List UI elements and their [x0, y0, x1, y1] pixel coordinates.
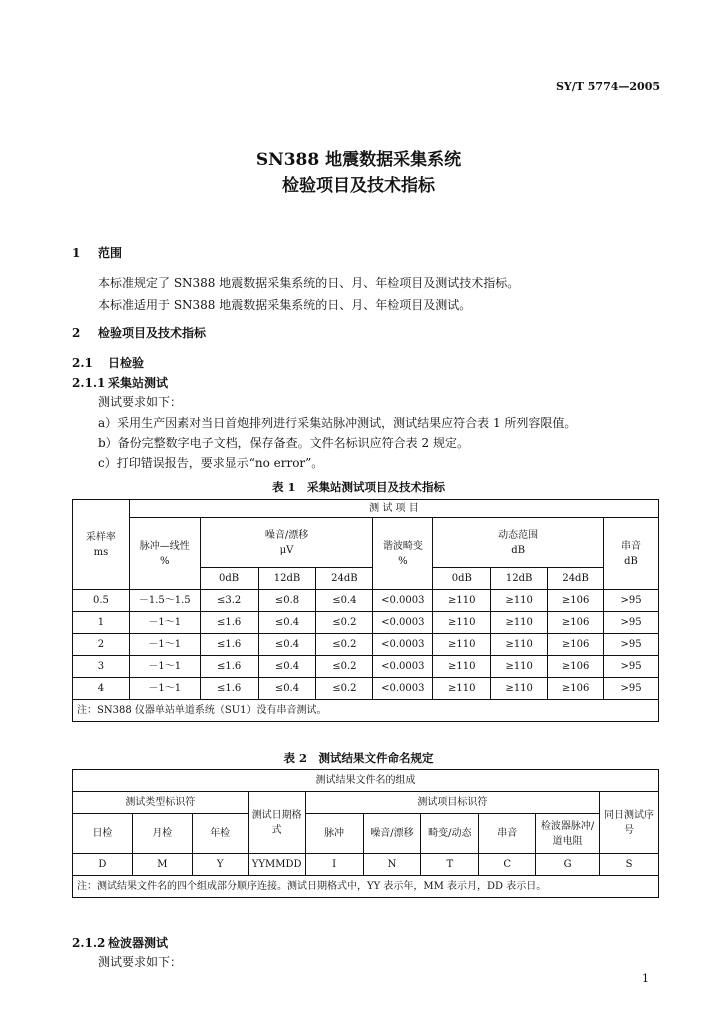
header-noise-unit: μV	[279, 544, 294, 556]
table-cell: ≥106	[548, 656, 604, 678]
value-cell: I	[305, 854, 363, 876]
table-cell: >95	[604, 656, 659, 678]
table-cell: >95	[604, 590, 659, 612]
header-type-id: 测试类型标识符	[73, 792, 249, 814]
table-cell: ≥110	[491, 634, 548, 656]
table-cell: ≥106	[548, 678, 604, 700]
value-cell: D	[73, 854, 133, 876]
table2-caption: 表 2 测试结果文件命名规定	[283, 751, 434, 765]
table-cell: －1～1	[129, 678, 200, 700]
header-item-id: 测试项目标识符	[305, 792, 599, 814]
header-distortion-dynamic: 畸变/动态	[421, 814, 479, 854]
range-sub-header: 12dB	[491, 568, 548, 590]
header-rate-label: 采样率	[85, 531, 116, 543]
value-cell: G	[536, 854, 600, 876]
table-cell: ≤0.4	[258, 656, 316, 678]
table-cell: >95	[604, 612, 659, 634]
header-crosstalk	[604, 518, 659, 590]
table-cell: ≤1.6	[200, 678, 258, 700]
noise-sub-header: 0dB	[200, 568, 258, 590]
table-cell: 4	[73, 678, 130, 700]
list-item-a: a）采用生产因素对当日首炮排列进行采集站脉冲测试，测试结果应符合表 1 所列容限值。	[98, 416, 577, 430]
table-cell: ≥110	[491, 590, 548, 612]
header-linearity	[129, 518, 200, 590]
paragraph: 本标准适用于 SN388 地震数据采集系统的日、月、年检项目及测试。	[98, 298, 472, 312]
section-title: 范围	[98, 246, 123, 260]
section-2-1-1-heading	[72, 374, 168, 391]
table-cell: 3	[73, 656, 130, 678]
header-range-label: 动态范围	[498, 529, 539, 541]
section-2-1-2-heading	[72, 934, 168, 951]
table-cell: ≤3.2	[200, 590, 258, 612]
table-cell: ≥110	[491, 612, 548, 634]
header-crosstalk-unit: dB	[624, 555, 638, 567]
header-pulse: 脉冲	[305, 814, 363, 854]
table-cell: ≥110	[433, 634, 491, 656]
header-rate-unit: ms	[93, 546, 109, 558]
header-monthly: 月检	[132, 814, 192, 854]
table-cell: ≤1.6	[200, 656, 258, 678]
noise-sub-header: 12dB	[258, 568, 316, 590]
header-crosstalk: 串音	[479, 814, 536, 854]
header-test-items: 测 试 项 目	[129, 500, 658, 518]
table-cell: ≥106	[548, 612, 604, 634]
table-cell: ≥110	[433, 678, 491, 700]
table-cell: －1～1	[129, 634, 200, 656]
table-row	[73, 678, 659, 700]
table-cell: ≤0.4	[258, 678, 316, 700]
section-number: 2.1.2	[72, 936, 106, 950]
table1-note: 注：SN388 仪器单站单道系统（SU1）没有串音测试。	[73, 700, 659, 722]
header-dynamic-range	[433, 518, 604, 568]
paragraph: 测试要求如下：	[98, 955, 183, 969]
standard-number: SY/T 5774—2005	[555, 80, 660, 93]
value-cell: YYMMDD	[248, 854, 305, 876]
table-cell: <0.0003	[373, 612, 433, 634]
range-sub-header: 24dB	[548, 568, 604, 590]
header-geophone-pulse: 检波器脉冲/道电阻	[536, 814, 600, 854]
table-cell: ≥106	[548, 590, 604, 612]
value-cell: T	[421, 854, 479, 876]
table-cell: ≤0.4	[316, 590, 373, 612]
section-1-heading	[72, 244, 122, 261]
table-cell: ≥110	[433, 590, 491, 612]
table-cell: >95	[604, 678, 659, 700]
table-cell: ≤0.2	[316, 634, 373, 656]
table-row	[73, 590, 659, 612]
table-cell: <0.0003	[373, 590, 433, 612]
table-cell: －1.5～1.5	[129, 590, 200, 612]
table-cell: ≥110	[433, 612, 491, 634]
value-cell: N	[363, 854, 421, 876]
header-distortion-label: 谐波畸变	[382, 540, 423, 552]
value-cell: S	[600, 854, 659, 876]
paragraph: 测试要求如下：	[98, 395, 183, 409]
table-cell: ≥110	[491, 656, 548, 678]
document-title-line1: SN388 地震数据采集系统	[255, 150, 462, 170]
table1	[72, 499, 659, 722]
table-cell: ≤1.6	[200, 634, 258, 656]
table-cell: <0.0003	[373, 678, 433, 700]
table-cell: >95	[604, 634, 659, 656]
section-number: 2.1	[72, 356, 93, 370]
header-yearly: 年检	[192, 814, 248, 854]
table2-note: 注：测试结果文件名的四个组成部分顺序连接。测试日期格式中，YY 表示年，MM 表示月，DD 表示日。	[73, 876, 659, 898]
section-number: 2	[72, 326, 81, 340]
table-cell: ≥110	[491, 678, 548, 700]
list-item-c: c）打印错误报告，要求显示“no error”。	[98, 456, 324, 470]
table-cell: －1～1	[129, 656, 200, 678]
table-cell: 2	[73, 634, 130, 656]
header-linearity-label: 脉冲—线性	[139, 540, 190, 552]
header-noise	[200, 518, 373, 568]
table2	[72, 769, 659, 898]
header-noise-label: 噪音/漂移	[264, 529, 309, 541]
table-cell: 1	[73, 612, 130, 634]
header-noise-drift: 噪音/漂移	[363, 814, 421, 854]
paragraph: 本标准规定了 SN388 地震数据采集系统的日、月、年检项目及测试技术指标。	[98, 276, 520, 290]
table-cell: <0.0003	[373, 634, 433, 656]
table-cell: ≤0.8	[258, 590, 316, 612]
section-title: 日检验	[108, 356, 145, 370]
section-number: 1	[72, 246, 81, 260]
header-same-day-seq: 同日测试序号	[600, 792, 659, 854]
list-item-b: b）备份完整数字电子文档，保存备查。文件名标识应符合表 2 规定。	[98, 436, 469, 450]
section-title: 检验项目及技术指标	[98, 326, 207, 340]
header-date-format: 测试日期格式	[248, 792, 305, 854]
table-cell: <0.0003	[373, 656, 433, 678]
section-title: 检波器测试	[108, 936, 169, 950]
page-number: 1	[642, 972, 649, 985]
section-number: 2.1.1	[72, 376, 106, 390]
value-cell: M	[132, 854, 192, 876]
header-linearity-unit: %	[160, 555, 170, 567]
table-row	[73, 612, 659, 634]
value-cell: C	[479, 854, 536, 876]
table-cell: ≥106	[548, 634, 604, 656]
table-cell: ≤1.6	[200, 612, 258, 634]
section-title: 采集站测试	[108, 376, 169, 390]
section-2-1-heading	[72, 354, 144, 371]
header-distortion-unit: %	[398, 555, 408, 567]
table-cell: －1～1	[129, 612, 200, 634]
table-cell: 0.5	[73, 590, 130, 612]
document-title-line2: 检验项目及技术指标	[282, 176, 435, 196]
table-cell: ≤0.2	[316, 656, 373, 678]
table-cell: ≤0.4	[258, 634, 316, 656]
range-sub-header: 0dB	[433, 568, 491, 590]
table1-caption: 表 1 采集站测试项目及技术指标	[271, 480, 445, 494]
header-crosstalk-label: 串音	[621, 540, 642, 552]
header-distortion	[373, 518, 433, 590]
section-2-heading	[72, 324, 206, 341]
table2-top-header: 测试结果文件名的组成	[73, 770, 659, 792]
table-cell: ≤0.2	[316, 678, 373, 700]
header-range-unit: dB	[511, 544, 526, 556]
table-cell: ≥110	[433, 656, 491, 678]
table-row	[73, 634, 659, 656]
table-row	[73, 656, 659, 678]
header-daily: 日检	[73, 814, 133, 854]
value-cell: Y	[192, 854, 248, 876]
table-cell: ≤0.4	[258, 612, 316, 634]
header-rate	[73, 500, 130, 590]
table-cell: ≤0.2	[316, 612, 373, 634]
noise-sub-header: 24dB	[316, 568, 373, 590]
